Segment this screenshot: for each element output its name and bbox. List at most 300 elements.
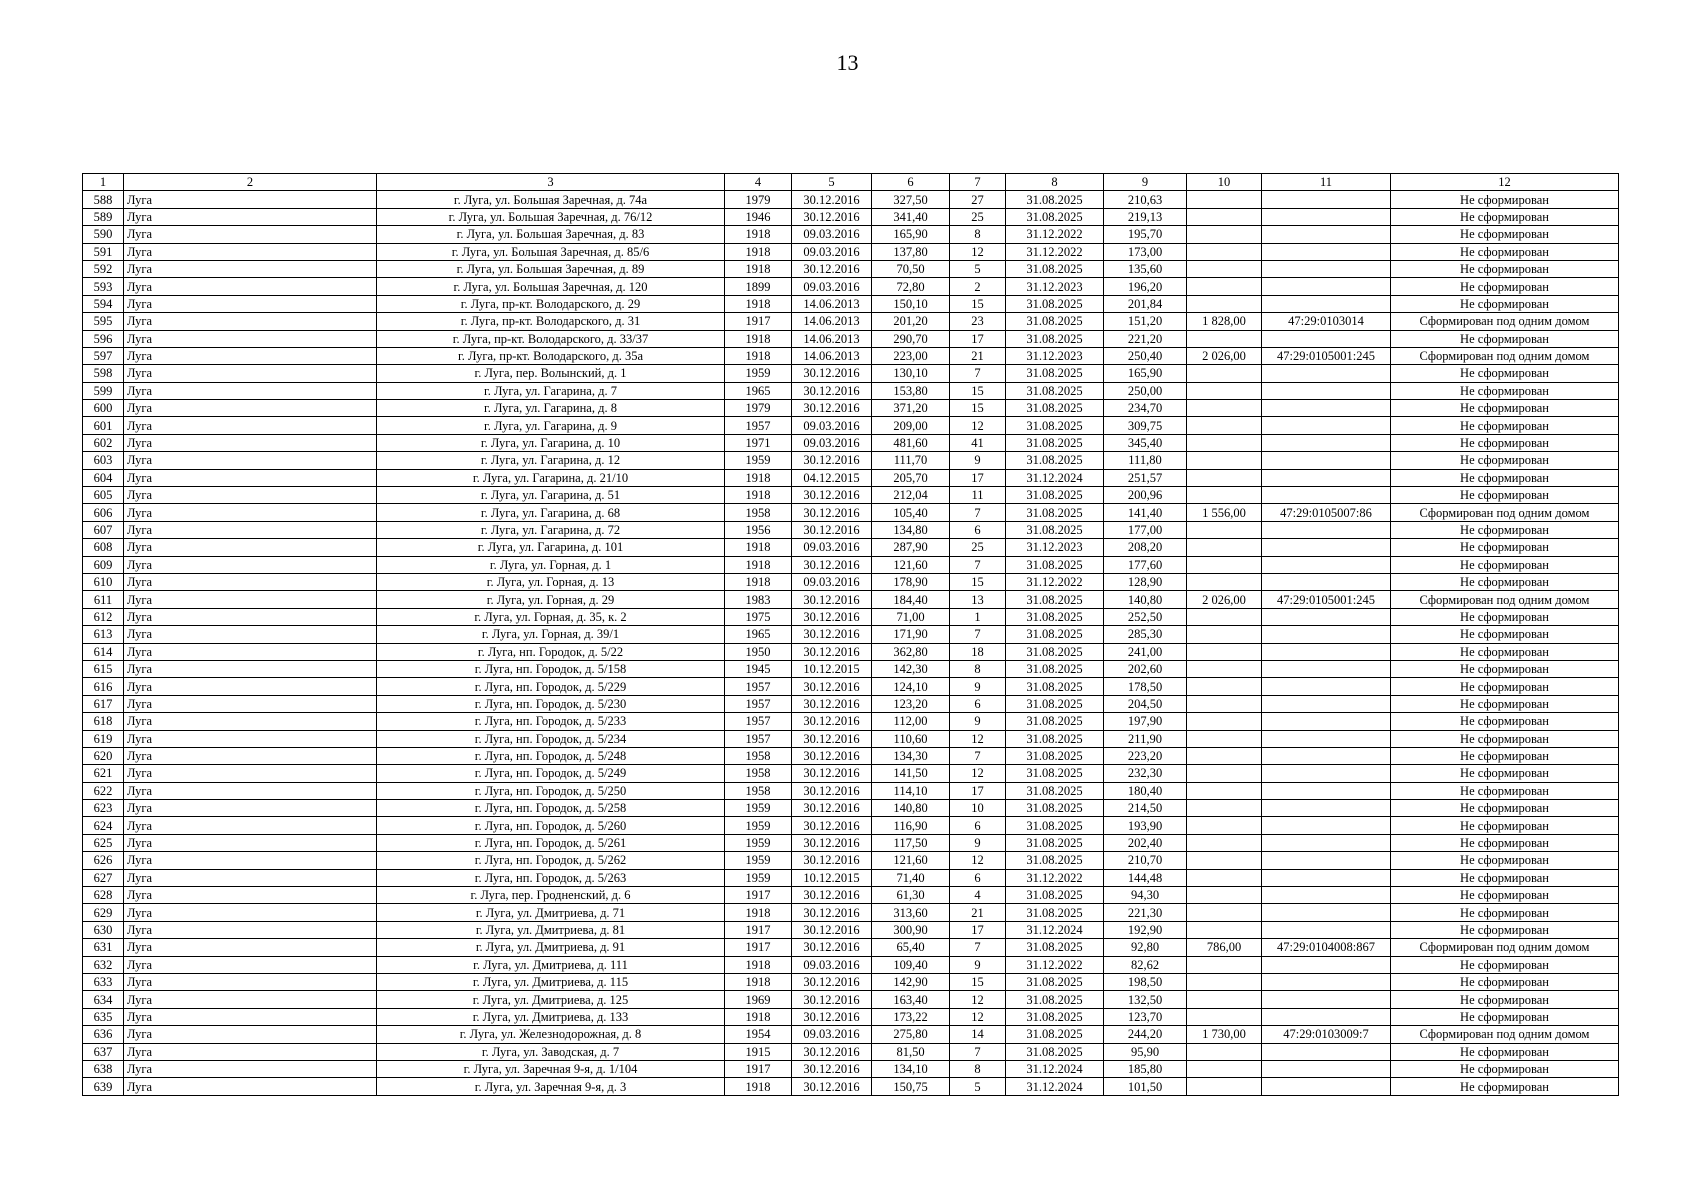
cell-address: г. Луга, ул. Железнодорожная, д. 8: [377, 1026, 725, 1043]
cell-value: 214,50: [1104, 800, 1187, 817]
cell-value: 232,30: [1104, 765, 1187, 782]
cell-land-area: [1187, 382, 1262, 399]
cell-deadline: 31.08.2025: [1006, 1043, 1104, 1060]
cell-settlement: Луга: [124, 782, 377, 799]
cell-cadastral-number: [1262, 278, 1391, 295]
cell-value: 151,20: [1104, 313, 1187, 330]
cell-status: Не сформирован: [1391, 678, 1619, 695]
cell-survey-date: 30.12.2016: [792, 991, 872, 1008]
cell-value: 244,20: [1104, 1026, 1187, 1043]
cell-survey-date: 30.12.2016: [792, 730, 872, 747]
table-row: [83, 434, 1619, 451]
cell-row-number: 595: [83, 313, 124, 330]
cell-value: 144,48: [1104, 869, 1187, 886]
cell-value: 210,63: [1104, 191, 1187, 208]
cell-value: 177,60: [1104, 556, 1187, 573]
cell-value: 241,00: [1104, 643, 1187, 660]
cell-row-number: 633: [83, 973, 124, 990]
cell-deadline: 31.08.2025: [1006, 782, 1104, 799]
cell-area: 341,40: [872, 208, 950, 225]
cell-status: Не сформирован: [1391, 973, 1619, 990]
cell-residents: 12: [950, 730, 1006, 747]
cell-area: 134,10: [872, 1060, 950, 1077]
cell-cadastral-number: [1262, 713, 1391, 730]
cell-residents: 11: [950, 487, 1006, 504]
cell-residents: 15: [950, 573, 1006, 590]
cell-address: г. Луга, ул. Большая Заречная, д. 89: [377, 260, 725, 277]
cell-cadastral-number: [1262, 800, 1391, 817]
cell-status: Не сформирован: [1391, 1078, 1619, 1095]
cell-status: Не сформирован: [1391, 382, 1619, 399]
cell-residents: 4: [950, 887, 1006, 904]
cell-row-number: 628: [83, 887, 124, 904]
cell-status: Не сформирован: [1391, 730, 1619, 747]
cell-residents: 14: [950, 1026, 1006, 1043]
table-row: [83, 869, 1619, 886]
table-row: [83, 539, 1619, 556]
cell-area: 287,90: [872, 539, 950, 556]
cell-survey-date: 30.12.2016: [792, 782, 872, 799]
cell-land-area: [1187, 852, 1262, 869]
cell-row-number: 619: [83, 730, 124, 747]
cell-deadline: 31.08.2025: [1006, 487, 1104, 504]
cell-settlement: Луга: [124, 817, 377, 834]
cell-row-number: 592: [83, 260, 124, 277]
table-row: [83, 921, 1619, 938]
column-header: 9: [1104, 174, 1187, 191]
cell-build-year: 1918: [725, 330, 792, 347]
cell-build-year: 1918: [725, 1008, 792, 1025]
cell-residents: 17: [950, 330, 1006, 347]
cell-address: г. Луга, ул. Дмитриева, д. 125: [377, 991, 725, 1008]
cell-status: Не сформирован: [1391, 365, 1619, 382]
cell-survey-date: 09.03.2016: [792, 278, 872, 295]
cell-area: 114,10: [872, 782, 950, 799]
cell-area: 72,80: [872, 278, 950, 295]
cell-value: 95,90: [1104, 1043, 1187, 1060]
column-header: 11: [1262, 174, 1391, 191]
table-row: [83, 487, 1619, 504]
cell-status: Не сформирован: [1391, 434, 1619, 451]
cell-status: Не сформирован: [1391, 887, 1619, 904]
cell-value: 128,90: [1104, 573, 1187, 590]
table-row: [83, 365, 1619, 382]
cell-row-number: 603: [83, 452, 124, 469]
cell-status: Не сформирован: [1391, 539, 1619, 556]
cell-land-area: [1187, 573, 1262, 590]
cell-cadastral-number: [1262, 469, 1391, 486]
cell-value: 197,90: [1104, 713, 1187, 730]
cell-address: г. Луга, ул. Гагарина, д. 101: [377, 539, 725, 556]
cell-status: Не сформирован: [1391, 608, 1619, 625]
cell-area: 142,30: [872, 660, 950, 677]
cell-survey-date: 09.03.2016: [792, 243, 872, 260]
cell-deadline: 31.08.2025: [1006, 991, 1104, 1008]
cell-survey-date: 09.03.2016: [792, 539, 872, 556]
cell-address: г. Луга, ул. Горная, д. 1: [377, 556, 725, 573]
cell-row-number: 588: [83, 191, 124, 208]
cell-area: 327,50: [872, 191, 950, 208]
cell-settlement: Луга: [124, 591, 377, 608]
table-row: [83, 208, 1619, 225]
cell-deadline: 31.08.2025: [1006, 521, 1104, 538]
cell-address: г. Луга, ул. Горная, д. 29: [377, 591, 725, 608]
cell-status: Не сформирован: [1391, 904, 1619, 921]
cell-deadline: 31.12.2024: [1006, 469, 1104, 486]
cell-cadastral-number: [1262, 1008, 1391, 1025]
table-row: [83, 400, 1619, 417]
cell-value: 200,96: [1104, 487, 1187, 504]
cell-area: 178,90: [872, 573, 950, 590]
cell-area: 209,00: [872, 417, 950, 434]
cell-land-area: [1187, 295, 1262, 312]
cell-build-year: 1918: [725, 260, 792, 277]
cell-land-area: [1187, 417, 1262, 434]
cell-value: 251,57: [1104, 469, 1187, 486]
cell-deadline: 31.08.2025: [1006, 452, 1104, 469]
cell-build-year: 1918: [725, 226, 792, 243]
cell-value: 208,20: [1104, 539, 1187, 556]
cell-cadastral-number: [1262, 1043, 1391, 1060]
cell-row-number: 589: [83, 208, 124, 225]
table-row: [83, 521, 1619, 538]
cell-build-year: 1918: [725, 243, 792, 260]
cell-survey-date: 30.12.2016: [792, 887, 872, 904]
cell-settlement: Луга: [124, 991, 377, 1008]
cell-deadline: 31.12.2022: [1006, 869, 1104, 886]
cell-value: 211,90: [1104, 730, 1187, 747]
cell-value: 123,70: [1104, 1008, 1187, 1025]
cell-land-area: [1187, 1060, 1262, 1077]
cell-value: 252,50: [1104, 608, 1187, 625]
cell-value: 92,80: [1104, 939, 1187, 956]
cell-survey-date: 30.12.2016: [792, 800, 872, 817]
cell-cadastral-number: [1262, 226, 1391, 243]
cell-status: Не сформирован: [1391, 713, 1619, 730]
cell-value: 202,40: [1104, 834, 1187, 851]
cell-deadline: 31.08.2025: [1006, 608, 1104, 625]
cell-residents: 10: [950, 800, 1006, 817]
cell-survey-date: 30.12.2016: [792, 1060, 872, 1077]
cell-build-year: 1959: [725, 365, 792, 382]
cell-value: 82,62: [1104, 956, 1187, 973]
cell-residents: 7: [950, 939, 1006, 956]
cell-settlement: Луга: [124, 521, 377, 538]
column-header: 2: [124, 174, 377, 191]
cell-address: г. Луга, нп. Городок, д. 5/233: [377, 713, 725, 730]
cell-deadline: 31.08.2025: [1006, 747, 1104, 764]
cell-settlement: Луга: [124, 834, 377, 851]
table-row: [83, 904, 1619, 921]
cell-status: Не сформирован: [1391, 747, 1619, 764]
cell-residents: 13: [950, 591, 1006, 608]
cell-area: 121,60: [872, 852, 950, 869]
cell-status: Не сформирован: [1391, 278, 1619, 295]
cell-settlement: Луга: [124, 243, 377, 260]
cell-residents: 9: [950, 678, 1006, 695]
cell-address: г. Луга, нп. Городок, д. 5/250: [377, 782, 725, 799]
table-row: [83, 678, 1619, 695]
cell-cadastral-number: [1262, 991, 1391, 1008]
cell-residents: 9: [950, 834, 1006, 851]
cell-area: 313,60: [872, 904, 950, 921]
cell-address: г. Луга, пер. Волынский, д. 1: [377, 365, 725, 382]
cell-cadastral-number: 47:29:0104008:867: [1262, 939, 1391, 956]
cell-land-area: [1187, 660, 1262, 677]
table-row: [83, 1060, 1619, 1077]
cell-address: г. Луга, нп. Городок, д. 5/258: [377, 800, 725, 817]
cell-row-number: 621: [83, 765, 124, 782]
table-row: [83, 382, 1619, 399]
cell-build-year: 1959: [725, 817, 792, 834]
cell-address: г. Луга, ул. Заречная 9-я, д. 1/104: [377, 1060, 725, 1077]
cell-value: 101,50: [1104, 1078, 1187, 1095]
cell-land-area: [1187, 260, 1262, 277]
table-row: [83, 260, 1619, 277]
cell-area: 300,90: [872, 921, 950, 938]
cell-address: г. Луга, ул. Гагарина, д. 51: [377, 487, 725, 504]
cell-residents: 18: [950, 643, 1006, 660]
cell-row-number: 617: [83, 695, 124, 712]
cell-row-number: 601: [83, 417, 124, 434]
cell-value: 135,60: [1104, 260, 1187, 277]
cell-cadastral-number: 47:29:0105001:245: [1262, 591, 1391, 608]
cell-cadastral-number: [1262, 330, 1391, 347]
cell-area: 141,50: [872, 765, 950, 782]
table-row: [83, 973, 1619, 990]
cell-area: 205,70: [872, 469, 950, 486]
cell-cadastral-number: [1262, 660, 1391, 677]
cell-land-area: 1 556,00: [1187, 504, 1262, 521]
cell-residents: 7: [950, 365, 1006, 382]
cell-land-area: [1187, 469, 1262, 486]
cell-address: г. Луга, ул. Заречная 9-я, д. 3: [377, 1078, 725, 1095]
column-header: 1: [83, 174, 124, 191]
cell-address: г. Луга, нп. Городок, д. 5/263: [377, 869, 725, 886]
cell-residents: 6: [950, 521, 1006, 538]
cell-row-number: 618: [83, 713, 124, 730]
table-row: [83, 660, 1619, 677]
cell-land-area: 1 730,00: [1187, 1026, 1262, 1043]
cell-value: 223,20: [1104, 747, 1187, 764]
table-row: [83, 1078, 1619, 1095]
cell-deadline: 31.12.2022: [1006, 243, 1104, 260]
cell-row-number: 625: [83, 834, 124, 851]
table-row: [83, 469, 1619, 486]
cell-build-year: 1956: [725, 521, 792, 538]
cell-settlement: Луга: [124, 660, 377, 677]
table-row: [83, 1026, 1619, 1043]
cell-build-year: 1957: [725, 695, 792, 712]
cell-row-number: 623: [83, 800, 124, 817]
cell-value: 178,50: [1104, 678, 1187, 695]
cell-status: Не сформирован: [1391, 695, 1619, 712]
cell-area: 70,50: [872, 260, 950, 277]
cell-area: 275,80: [872, 1026, 950, 1043]
cell-value: 201,84: [1104, 295, 1187, 312]
table-row: [83, 800, 1619, 817]
cell-value: 185,80: [1104, 1060, 1187, 1077]
cell-cadastral-number: 47:29:0105001:245: [1262, 347, 1391, 364]
cell-status: Не сформирован: [1391, 817, 1619, 834]
cell-settlement: Луга: [124, 1060, 377, 1077]
cell-address: г. Луга, ул. Большая Заречная, д. 120: [377, 278, 725, 295]
cell-status: Не сформирован: [1391, 487, 1619, 504]
table-row: [83, 747, 1619, 764]
cell-land-area: [1187, 904, 1262, 921]
cell-build-year: 1918: [725, 347, 792, 364]
cell-land-area: [1187, 643, 1262, 660]
cell-build-year: 1957: [725, 730, 792, 747]
table-row: [83, 817, 1619, 834]
cell-row-number: 626: [83, 852, 124, 869]
cell-cadastral-number: [1262, 556, 1391, 573]
cell-row-number: 607: [83, 521, 124, 538]
cell-cadastral-number: [1262, 434, 1391, 451]
cell-land-area: 2 026,00: [1187, 591, 1262, 608]
cell-land-area: [1187, 521, 1262, 538]
table-row: [83, 278, 1619, 295]
cell-cadastral-number: [1262, 365, 1391, 382]
cell-value: 210,70: [1104, 852, 1187, 869]
cell-deadline: 31.08.2025: [1006, 330, 1104, 347]
cell-status: Не сформирован: [1391, 834, 1619, 851]
cell-row-number: 600: [83, 400, 124, 417]
cell-area: 290,70: [872, 330, 950, 347]
cell-row-number: 604: [83, 469, 124, 486]
cell-land-area: [1187, 1008, 1262, 1025]
cell-cadastral-number: [1262, 417, 1391, 434]
cell-settlement: Луга: [124, 643, 377, 660]
cell-land-area: 2 026,00: [1187, 347, 1262, 364]
cell-status: Не сформирован: [1391, 869, 1619, 886]
cell-build-year: 1918: [725, 539, 792, 556]
cell-settlement: Луга: [124, 347, 377, 364]
cell-row-number: 630: [83, 921, 124, 938]
cell-area: 150,75: [872, 1078, 950, 1095]
cell-survey-date: 30.12.2016: [792, 834, 872, 851]
cell-address: г. Луга, ул. Дмитриева, д. 115: [377, 973, 725, 990]
cell-survey-date: 30.12.2016: [792, 852, 872, 869]
column-header: 3: [377, 174, 725, 191]
cell-survey-date: 30.12.2016: [792, 365, 872, 382]
cell-area: 184,40: [872, 591, 950, 608]
cell-deadline: 31.12.2023: [1006, 539, 1104, 556]
cell-settlement: Луга: [124, 469, 377, 486]
cell-row-number: 602: [83, 434, 124, 451]
cell-status: Не сформирован: [1391, 991, 1619, 1008]
cell-deadline: 31.08.2025: [1006, 695, 1104, 712]
cell-build-year: 1983: [725, 591, 792, 608]
cell-settlement: Луга: [124, 191, 377, 208]
cell-cadastral-number: [1262, 869, 1391, 886]
cell-residents: 25: [950, 539, 1006, 556]
cell-settlement: Луга: [124, 1043, 377, 1060]
cell-cadastral-number: [1262, 452, 1391, 469]
page-number: 13: [836, 50, 859, 75]
cell-address: г. Луга, ул. Гагарина, д. 72: [377, 521, 725, 538]
cell-deadline: 31.08.2025: [1006, 817, 1104, 834]
cell-survey-date: 30.12.2016: [792, 643, 872, 660]
cell-cadastral-number: [1262, 782, 1391, 799]
cell-build-year: 1918: [725, 295, 792, 312]
cell-status: Не сформирован: [1391, 852, 1619, 869]
cell-row-number: 610: [83, 573, 124, 590]
cell-survey-date: 09.03.2016: [792, 434, 872, 451]
cell-cadastral-number: [1262, 243, 1391, 260]
cell-land-area: [1187, 434, 1262, 451]
cell-build-year: 1965: [725, 382, 792, 399]
housing-registry-table: [82, 173, 1619, 1096]
cell-land-area: [1187, 991, 1262, 1008]
cell-area: 134,30: [872, 747, 950, 764]
cell-residents: 15: [950, 382, 1006, 399]
cell-survey-date: 30.12.2016: [792, 626, 872, 643]
cell-cadastral-number: [1262, 382, 1391, 399]
table-row: [83, 887, 1619, 904]
cell-deadline: 31.08.2025: [1006, 400, 1104, 417]
cell-area: 109,40: [872, 956, 950, 973]
cell-cadastral-number: [1262, 626, 1391, 643]
cell-row-number: 609: [83, 556, 124, 573]
cell-settlement: Луга: [124, 730, 377, 747]
cell-residents: 6: [950, 869, 1006, 886]
cell-land-area: [1187, 330, 1262, 347]
cell-cadastral-number: [1262, 608, 1391, 625]
cell-row-number: 613: [83, 626, 124, 643]
cell-cadastral-number: [1262, 921, 1391, 938]
cell-cadastral-number: [1262, 887, 1391, 904]
cell-build-year: 1950: [725, 643, 792, 660]
table-body: [83, 191, 1619, 1095]
cell-row-number: 597: [83, 347, 124, 364]
cell-build-year: 1915: [725, 1043, 792, 1060]
cell-settlement: Луга: [124, 1078, 377, 1095]
cell-address: г. Луга, пр-кт. Володарского, д. 29: [377, 295, 725, 312]
cell-settlement: Луга: [124, 765, 377, 782]
cell-status: Сформирован под одним домом: [1391, 939, 1619, 956]
cell-deadline: 31.08.2025: [1006, 191, 1104, 208]
cell-cadastral-number: [1262, 956, 1391, 973]
cell-settlement: Луга: [124, 556, 377, 573]
table-row: [83, 330, 1619, 347]
cell-status: Не сформирован: [1391, 208, 1619, 225]
cell-build-year: 1899: [725, 278, 792, 295]
cell-residents: 17: [950, 782, 1006, 799]
table-row: [83, 713, 1619, 730]
cell-residents: 7: [950, 556, 1006, 573]
cell-area: 173,22: [872, 1008, 950, 1025]
cell-area: 481,60: [872, 434, 950, 451]
cell-address: г. Луга, пр-кт. Володарского, д. 33/37: [377, 330, 725, 347]
cell-land-area: [1187, 1043, 1262, 1060]
cell-residents: 15: [950, 400, 1006, 417]
cell-residents: 9: [950, 452, 1006, 469]
cell-address: г. Луга, ул. Заводская, д. 7: [377, 1043, 725, 1060]
cell-settlement: Луга: [124, 869, 377, 886]
cell-value: 132,50: [1104, 991, 1187, 1008]
cell-deadline: 31.08.2025: [1006, 713, 1104, 730]
cell-value: 250,00: [1104, 382, 1187, 399]
cell-build-year: 1917: [725, 1060, 792, 1077]
cell-deadline: 31.08.2025: [1006, 382, 1104, 399]
table-row: [83, 313, 1619, 330]
cell-land-area: [1187, 278, 1262, 295]
cell-cadastral-number: [1262, 904, 1391, 921]
cell-value: 94,30: [1104, 887, 1187, 904]
cell-row-number: 620: [83, 747, 124, 764]
cell-land-area: [1187, 921, 1262, 938]
